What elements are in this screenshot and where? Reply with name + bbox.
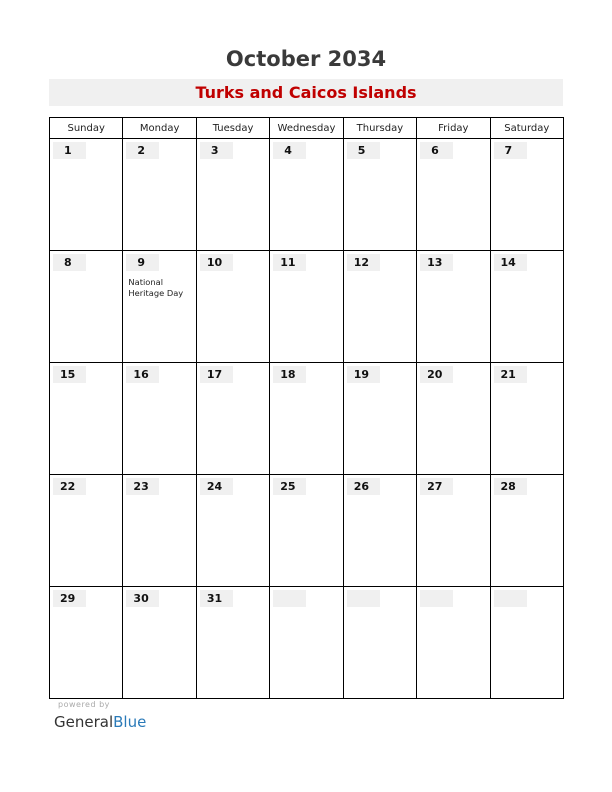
brand-blue-text: Blue (113, 713, 147, 731)
date-highlight (273, 590, 306, 607)
date-number: 9 (137, 256, 146, 269)
date-number: 3 (210, 144, 219, 157)
day-cell[interactable] (196, 587, 269, 699)
date-number: 17 (206, 368, 223, 381)
weekday-header: Tuesday (196, 118, 269, 139)
date-number: 18 (280, 368, 296, 381)
date-number: 4 (284, 144, 292, 157)
day-cell[interactable] (50, 139, 123, 251)
calendar-title: October 2034 (225, 47, 387, 71)
day-cell[interactable] (490, 363, 563, 475)
day-cell[interactable] (490, 139, 563, 251)
day-cell[interactable] (50, 363, 123, 475)
weekday-header: Thursday (343, 118, 416, 139)
date-number: 13 (427, 256, 443, 269)
day-cell[interactable] (196, 475, 269, 587)
date-number: 8 (64, 256, 72, 269)
date-number: 25 (280, 480, 296, 493)
date-number: 6 (431, 144, 439, 157)
brand-general-text: General (54, 713, 114, 731)
date-number: 12 (353, 256, 369, 269)
week-row (50, 251, 564, 363)
day-cell[interactable] (417, 587, 490, 699)
weekday-header-row (50, 118, 564, 139)
date-number: 21 (500, 368, 516, 381)
day-cell[interactable] (343, 475, 416, 587)
day-cell[interactable] (343, 363, 416, 475)
day-cell[interactable] (196, 139, 269, 251)
date-number: 15 (60, 368, 76, 381)
date-number: 20 (427, 368, 443, 381)
date-number: 28 (500, 480, 516, 493)
day-cell[interactable] (50, 475, 123, 587)
day-cell[interactable] (343, 587, 416, 699)
day-cell[interactable] (123, 475, 196, 587)
day-cell[interactable] (270, 363, 343, 475)
date-number: 27 (427, 480, 443, 493)
day-cell[interactable] (417, 139, 490, 251)
date-number: 30 (133, 592, 149, 605)
week-row (50, 475, 564, 587)
date-highlight (494, 590, 527, 607)
day-cell[interactable] (123, 251, 196, 363)
week-row (50, 587, 564, 699)
week-row (50, 363, 564, 475)
date-number: 1 (64, 144, 72, 157)
day-cell[interactable] (50, 251, 123, 363)
date-number: 26 (353, 480, 369, 493)
day-cell[interactable] (417, 363, 490, 475)
date-highlight (420, 590, 453, 607)
weekday-header: Friday (417, 118, 490, 139)
date-number: 16 (133, 368, 149, 381)
day-cell[interactable] (123, 363, 196, 475)
date-number: 7 (504, 144, 513, 157)
calendar-body (50, 139, 564, 699)
weekday-header: Monday (123, 118, 196, 139)
day-cell[interactable] (343, 139, 416, 251)
date-number: 29 (60, 592, 76, 605)
day-cell[interactable] (270, 251, 343, 363)
day-cell[interactable] (490, 587, 563, 699)
powered-by-label: powered by (58, 700, 110, 709)
day-cell[interactable] (123, 587, 196, 699)
date-number: 5 (357, 144, 366, 157)
day-cell[interactable] (343, 251, 416, 363)
day-cell[interactable] (270, 587, 343, 699)
day-cell[interactable] (196, 251, 269, 363)
calendar-grid (49, 117, 564, 699)
holiday-label: National Heritage Day (128, 277, 184, 298)
date-number: 22 (60, 480, 76, 493)
day-cell[interactable] (417, 475, 490, 587)
week-row (50, 139, 564, 251)
date-number: 10 (206, 256, 223, 269)
weekday-header: Wednesday (270, 118, 343, 139)
day-cell[interactable] (417, 251, 490, 363)
date-number: 23 (133, 480, 149, 493)
date-number: 19 (353, 368, 369, 381)
country-banner (49, 79, 563, 106)
day-cell[interactable] (270, 139, 343, 251)
day-cell[interactable] (196, 363, 269, 475)
day-cell[interactable] (490, 251, 563, 363)
weekday-header: Sunday (50, 118, 123, 139)
generalblue-logo[interactable] (54, 713, 146, 731)
date-number: 11 (280, 256, 296, 269)
day-cell[interactable] (270, 475, 343, 587)
country-name: Turks and Caicos Islands (195, 83, 417, 102)
date-number: 24 (206, 480, 223, 493)
date-highlight (347, 590, 380, 607)
day-cell[interactable] (490, 475, 563, 587)
date-number: 2 (137, 144, 146, 157)
date-number: 14 (500, 256, 516, 269)
day-cell[interactable] (123, 139, 196, 251)
weekday-header: Saturday (490, 118, 563, 139)
day-cell[interactable] (50, 587, 123, 699)
date-number: 31 (206, 592, 223, 605)
